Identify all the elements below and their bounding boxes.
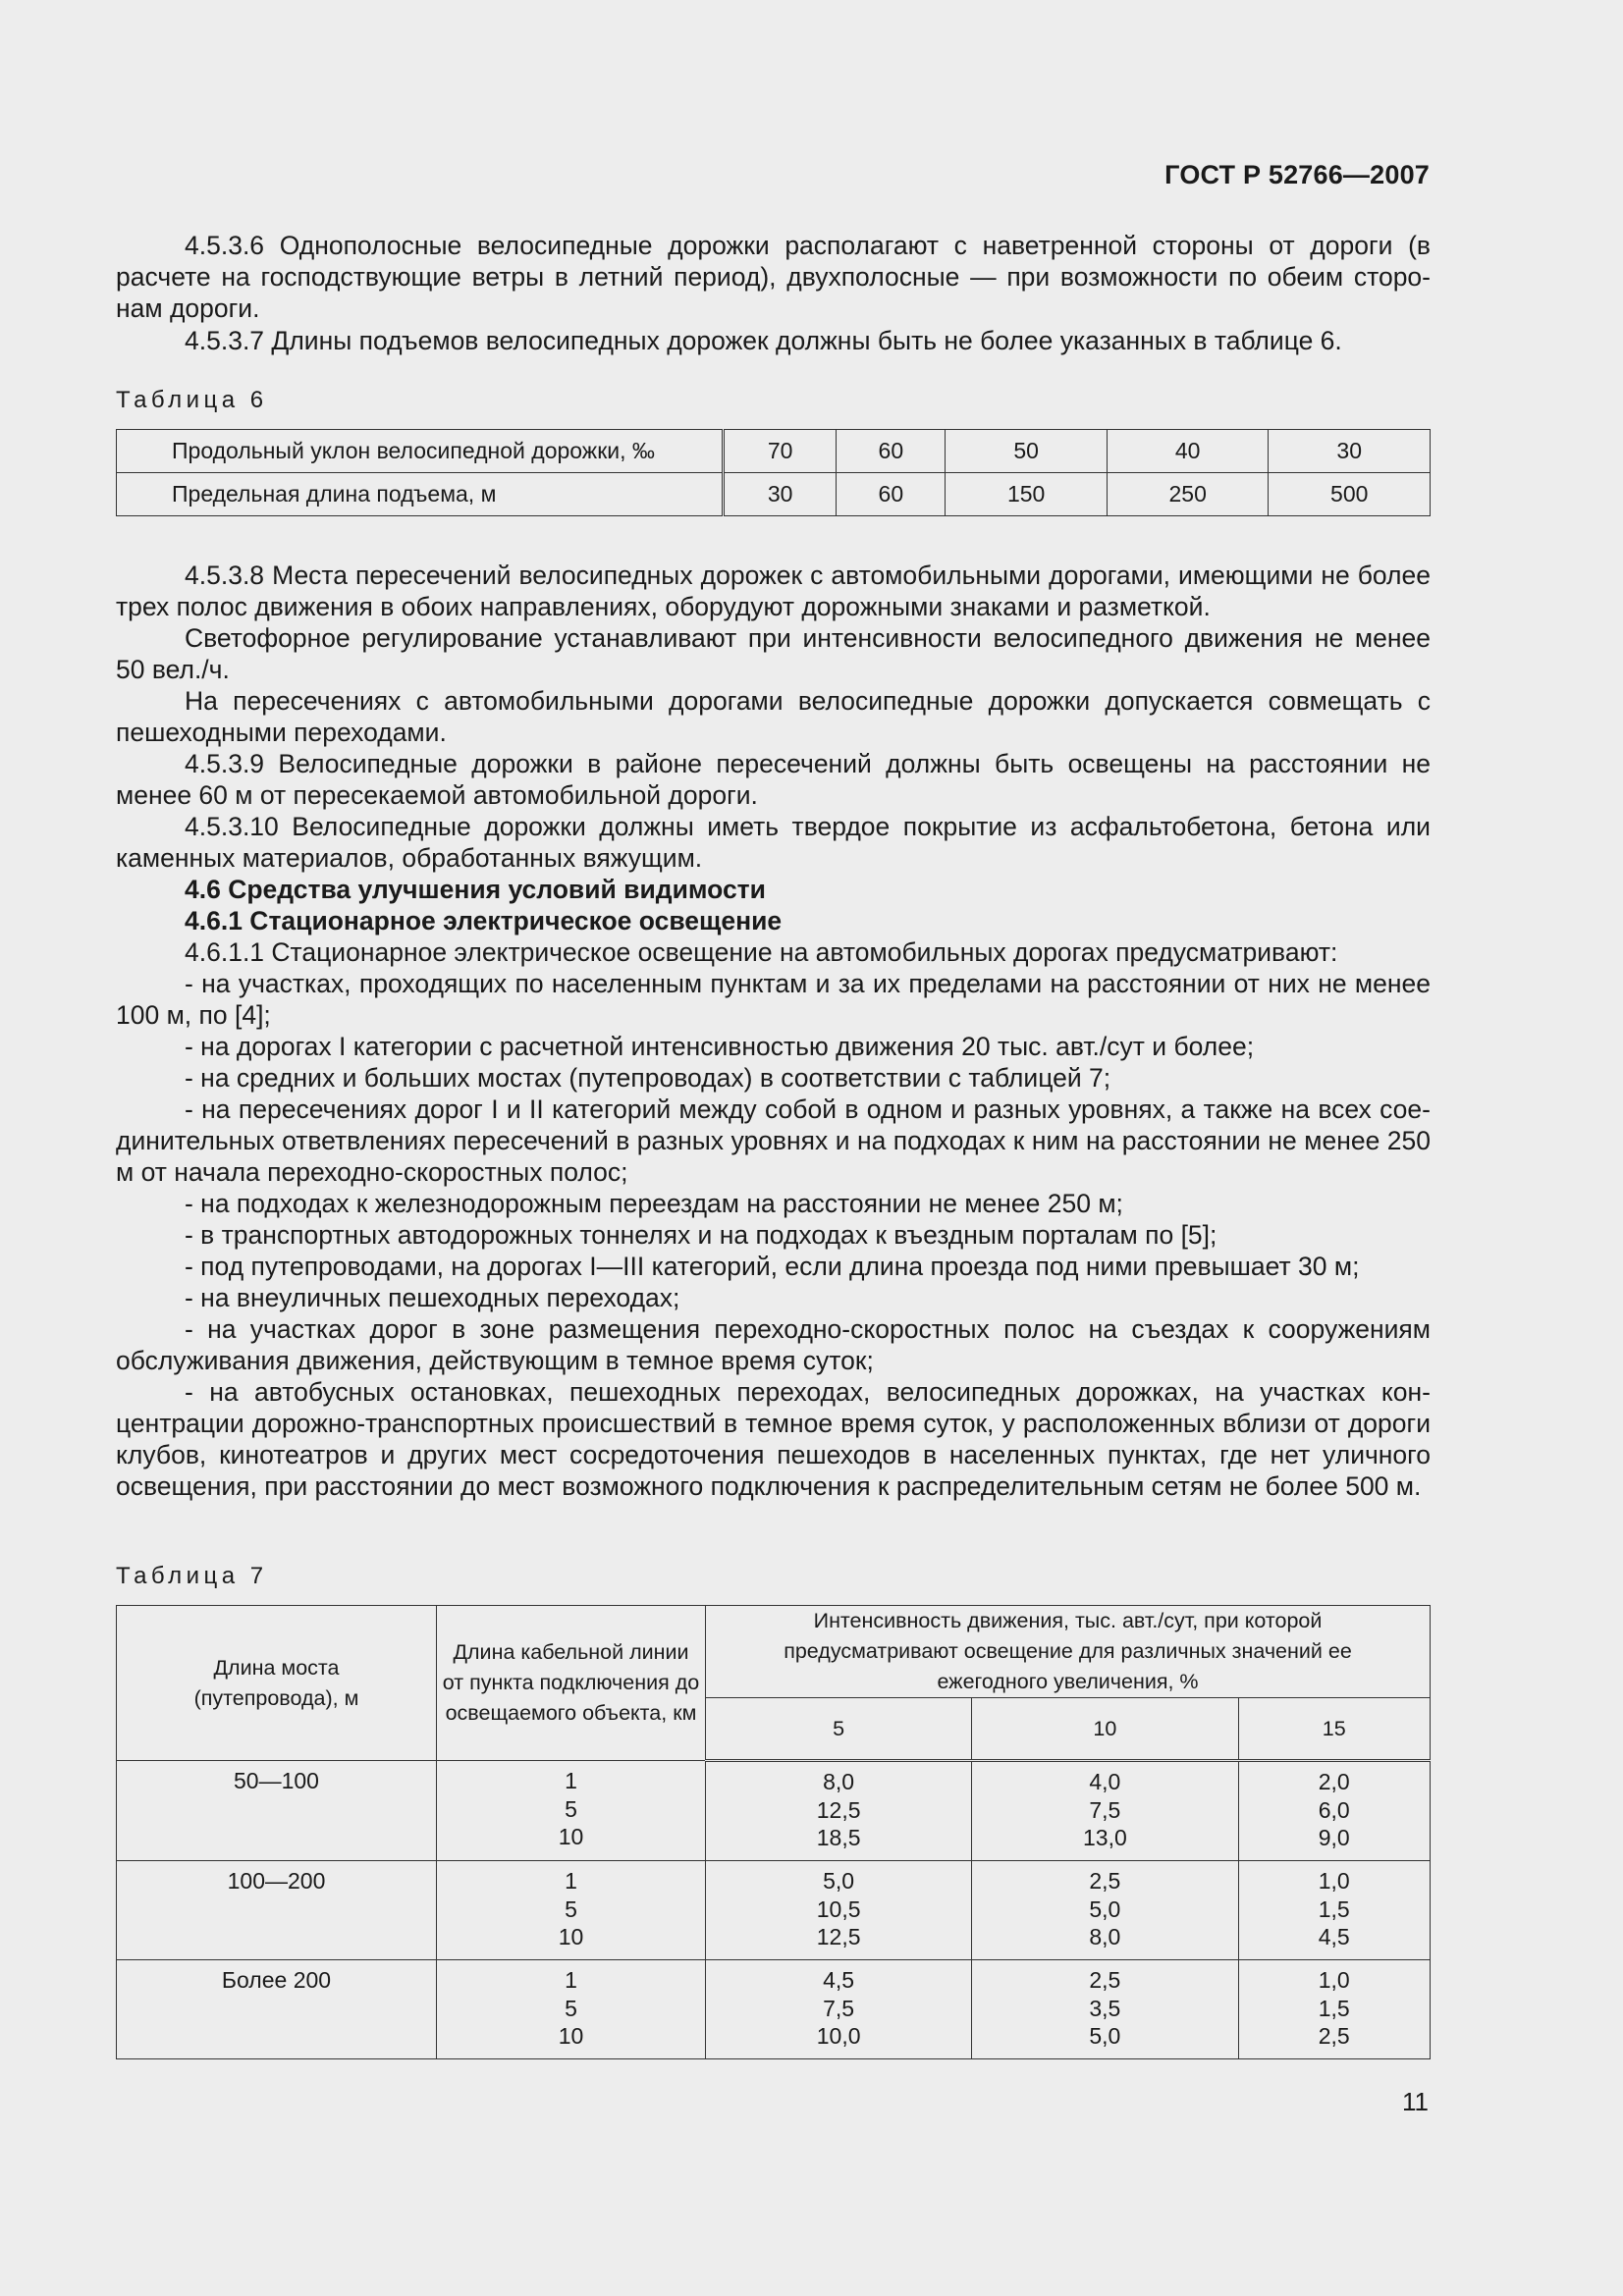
paragraph-4-5-3-10: 4.5.3.10 Велосипедные дорожки должны иметь твердое покрытие из асфальтобетона, бетона или каменных материалов, обработанных вяжущим. xyxy=(116,812,1431,873)
table7-length: 100—200 xyxy=(117,1861,437,1960)
paragraph-crossings: На пересечениях с автомобильными дорогами велосипедные дорожки допускается совмещать с пешеходными переходами. xyxy=(116,686,1431,747)
list-item: - на подходах к железнодорожным переездам на расстоянии не менее 250 м; xyxy=(185,1189,1123,1218)
list-item: - под путепроводами, на дорогах I—III категорий, если длина проезда под ними превышает 30 м; xyxy=(185,1252,1360,1281)
table6-caption: Таблица 6 xyxy=(116,387,268,413)
list-item: - на участках дорог в зоне размещения переходно-скоростных полос на съездах к сооружениям обслуживания движения, действующим в темное время суток; xyxy=(116,1314,1431,1375)
table6-cell: 50 xyxy=(946,430,1108,473)
table6-cell: 70 xyxy=(724,430,837,473)
table6-row-label: Продольный уклон велосипедной дорожки, ‰ xyxy=(117,430,724,473)
paragraph-4-6-1-1: 4.6.1.1 Стационарное электрическое освещение на автомобильных дорогах предусматривают: xyxy=(185,937,1338,967)
paragraph-4-5-3-6: 4.5.3.6 Однополосные велосипедные дорожки располагают с наветренной стороны от дороги (в расчете на господствующие ветры в летний период), двухполосные — при возможности по обеим сторо-нам дороги. xyxy=(116,231,1431,323)
page-number: 11 xyxy=(1402,2087,1429,2116)
table-row xyxy=(117,430,1431,473)
table6-cell: 250 xyxy=(1107,473,1269,516)
table7-cable: 1 5 10 xyxy=(437,1761,706,1861)
table6-cell: 150 xyxy=(946,473,1108,516)
heading-4-6-1: 4.6.1 Стационарное электрическое освещение xyxy=(185,906,783,935)
table-row xyxy=(117,1960,1431,2059)
paragraph-4-5-3-9: 4.5.3.9 Велосипедные дорожки в районе пересечений должны быть освещены на расстоянии не менее 60 м от пересекаемой автомобильной дороги. xyxy=(116,749,1431,810)
table6-cell: 60 xyxy=(837,473,946,516)
list-item: - на дорогах I категории с расчетной интенсивностью движения 20 тыс. авт./сут и более; xyxy=(185,1032,1255,1061)
list-item: - на пересечениях дорог I и II категорий между собой в одном и разных уровнях, а также на всех сое-динительных ответвлениях пересечений в разных уровнях и на подходах к ним на расстоянии не менее 250 м от начала переходно-скоростных полос; xyxy=(116,1095,1431,1187)
table7-col-cable: Длина кабельной линии от пункта подключения до освещаемого объекта, км xyxy=(437,1606,706,1761)
table7-value: 4,5 7,5 10,0 xyxy=(706,1960,972,2059)
table7-subcol: 5 xyxy=(706,1698,972,1761)
table6-row-label: Предельная длина подъема, м xyxy=(117,473,724,516)
list-item: - на средних и больших мостах (путепроводах) в соответствии с таблицей 7; xyxy=(185,1063,1111,1093)
paragraph-4-5-3-8: 4.5.3.8 Места пересечений велосипедных дорожек с автомобильными дорогами, имеющими не более трех полос движения в обоих направлениях, оборудуют дорожными знаками и разметкой. xyxy=(116,561,1431,621)
table7-value: 2,0 6,0 9,0 xyxy=(1238,1761,1431,1861)
table7-value: 5,0 10,5 12,5 xyxy=(706,1861,972,1960)
table7-cable: 1 5 10 xyxy=(437,1861,706,1960)
table6-cell: 30 xyxy=(724,473,837,516)
table6-cell: 60 xyxy=(837,430,946,473)
table7-value: 1,0 1,5 4,5 xyxy=(1238,1861,1431,1960)
table-row xyxy=(117,1761,1431,1861)
table7-value: 8,0 12,5 18,5 xyxy=(706,1761,972,1861)
table-row xyxy=(117,1861,1431,1960)
table7-value: 2,5 3,5 5,0 xyxy=(972,1960,1238,2059)
table-6 xyxy=(116,429,1431,516)
table7-length: Более 200 xyxy=(117,1960,437,2059)
table7-caption: Таблица 7 xyxy=(116,1563,268,1589)
table7-value: 1,0 1,5 2,5 xyxy=(1238,1960,1431,2059)
table7-col-intensity: Интенсивность движения, тыс. авт./сут, при которой предусматривают освещение для различных значений ее ежегодного увеличения, % xyxy=(706,1606,1431,1698)
table6-cell: 500 xyxy=(1269,473,1431,516)
table7-value: 2,5 5,0 8,0 xyxy=(972,1861,1238,1960)
table7-length: 50—100 xyxy=(117,1761,437,1861)
list-item: - в транспортных автодорожных тоннелях и на подходах к въездным порталам по [5]; xyxy=(185,1220,1217,1250)
document-header: ГОСТ Р 52766—2007 xyxy=(1164,160,1430,189)
table7-subcol: 10 xyxy=(972,1698,1238,1761)
table6-cell: 40 xyxy=(1107,430,1269,473)
paragraph-signal: Светофорное регулирование устанавливают при интенсивности велосипедного движения не менее 50 вел./ч. xyxy=(116,623,1431,684)
table-row xyxy=(117,473,1431,516)
table-7 xyxy=(116,1605,1431,2059)
table7-col-length: Длина моста (путепровода), м xyxy=(117,1606,437,1761)
table-header-row xyxy=(117,1606,1431,1698)
table6-cell: 30 xyxy=(1269,430,1431,473)
table7-subcol: 15 xyxy=(1238,1698,1431,1761)
list-item: - на внеуличных пешеходных переходах; xyxy=(185,1283,680,1312)
list-item: - на автобусных остановках, пешеходных переходах, велосипедных дорожках, на участках кон-центрации дорожно-транспортных происшествий в темное время суток, у расположенных вблизи от дороги клубов, кинотеатров и других мест сосредоточения пешеходов в населенных пунктах, где нет уличного освещения, при расстоянии до мест возможного подключения к распределительным сетям не более 500 м. xyxy=(116,1377,1431,1501)
table7-cable: 1 5 10 xyxy=(437,1960,706,2059)
heading-4-6: 4.6 Средства улучшения условий видимости xyxy=(185,875,766,904)
table7-value: 4,0 7,5 13,0 xyxy=(972,1761,1238,1861)
list-item: - на участках, проходящих по населенным пунктам и за их пределами на расстоянии от них не менее 100 м, по [4]; xyxy=(116,969,1431,1030)
paragraph-4-5-3-7: 4.5.3.7 Длины подъемов велосипедных дорожек должны быть не более указанных в таблице 6. xyxy=(185,326,1342,355)
